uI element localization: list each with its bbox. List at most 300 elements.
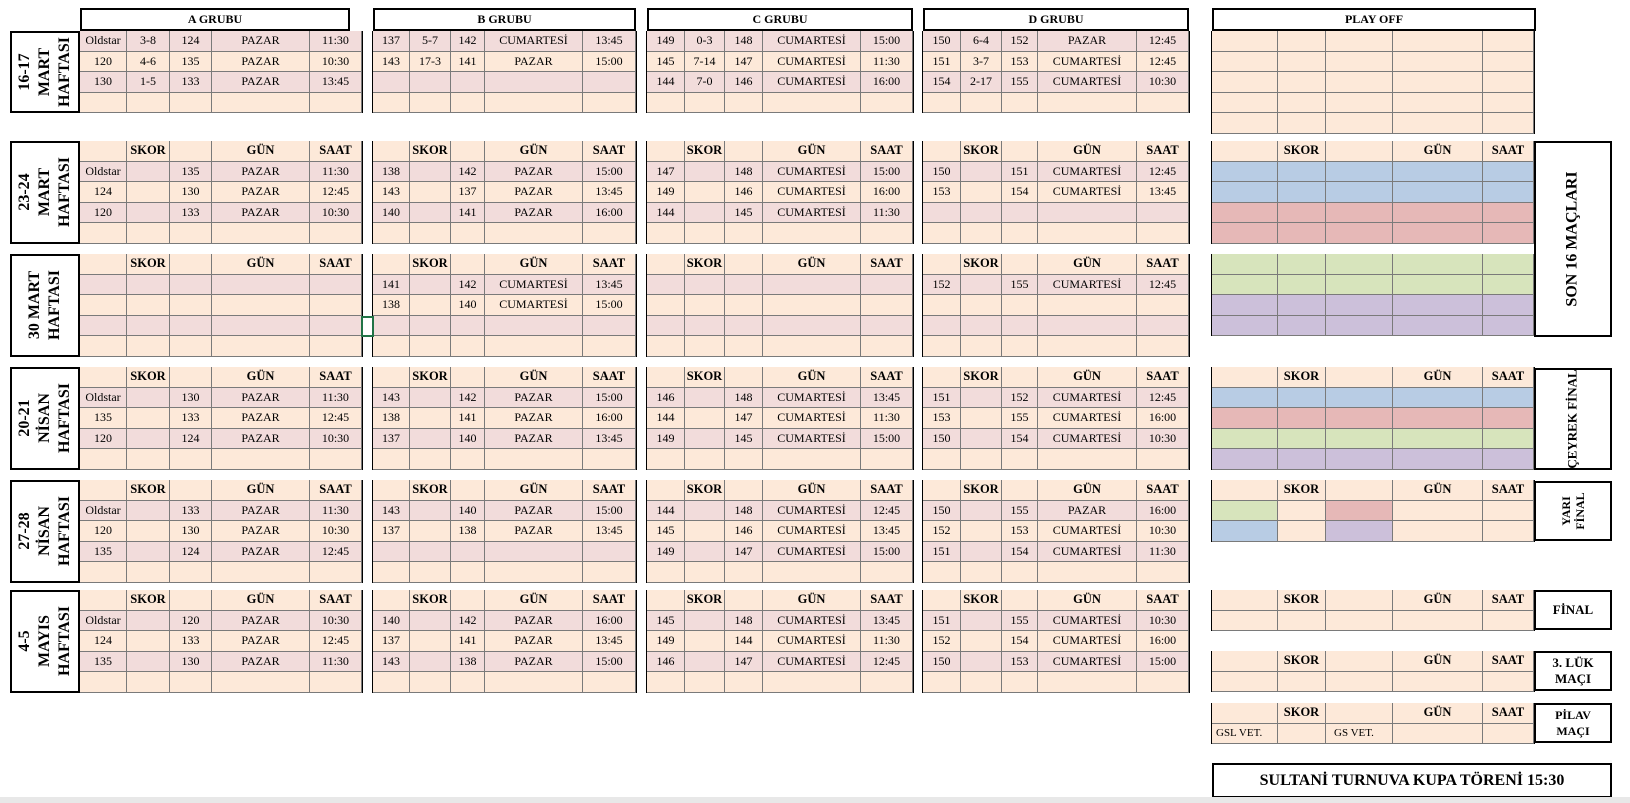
away-team-cell[interactable]: 154 — [1002, 182, 1038, 203]
table-cell[interactable] — [763, 449, 861, 470]
playoff-cell[interactable] — [1212, 480, 1278, 501]
away-team-cell[interactable]: 146 — [725, 182, 763, 203]
time-cell[interactable]: 16:00 — [861, 72, 913, 93]
time-cell[interactable]: 15:00 — [861, 162, 913, 183]
playoff-cell[interactable] — [1483, 93, 1534, 114]
score-cell[interactable] — [685, 408, 725, 429]
playoff-cell[interactable] — [1212, 93, 1278, 114]
time-cell[interactable]: 12:45 — [1137, 162, 1189, 183]
home-team-cell[interactable]: 144 — [647, 72, 685, 93]
playoff-cell[interactable] — [1483, 275, 1534, 296]
table-cell[interactable] — [685, 316, 725, 337]
table-cell[interactable] — [451, 542, 485, 563]
score-cell[interactable]: 2-17 — [961, 72, 1002, 93]
playoff-cell[interactable] — [1483, 203, 1534, 224]
table-cell[interactable] — [80, 295, 127, 316]
time-cell[interactable]: 16:00 — [1137, 501, 1189, 522]
score-cell[interactable]: 4-6 — [127, 52, 170, 73]
day-cell[interactable]: CUMARTESİ — [763, 521, 861, 542]
away-team-cell[interactable]: 153 — [1002, 52, 1038, 73]
home-team-cell[interactable]: 144 — [647, 203, 685, 224]
table-cell[interactable] — [170, 93, 212, 114]
gun-header[interactable]: GÜN — [763, 254, 861, 275]
saat-header[interactable]: SAAT — [1483, 480, 1534, 501]
playoff-cell[interactable] — [1393, 52, 1483, 73]
playoff-cell[interactable] — [1483, 316, 1534, 337]
playoff-cell[interactable] — [1212, 52, 1278, 73]
table-cell[interactable] — [583, 336, 636, 357]
skor-header[interactable]: SKOR — [1278, 141, 1326, 162]
skor-header[interactable]: SKOR — [410, 367, 451, 388]
table-cell[interactable] — [410, 542, 451, 563]
table-cell[interactable] — [80, 449, 127, 470]
table-cell[interactable] — [1137, 449, 1189, 470]
time-cell[interactable]: 13:45 — [861, 521, 913, 542]
day-cell[interactable]: PAZAR — [212, 429, 310, 450]
saat-header[interactable]: SAAT — [310, 480, 362, 501]
day-cell[interactable]: CUMARTESİ — [763, 52, 861, 73]
table-cell[interactable] — [961, 203, 1002, 224]
away-team-cell[interactable]: 130 — [170, 652, 212, 673]
home-team-cell[interactable]: 140 — [373, 203, 410, 224]
playoff-cell[interactable] — [1393, 254, 1483, 275]
home-team-cell[interactable]: 149 — [647, 31, 685, 52]
day-cell[interactable]: CUMARTESİ — [1038, 521, 1137, 542]
playoff-cell[interactable] — [1212, 316, 1278, 337]
table-cell[interactable] — [373, 542, 410, 563]
time-cell[interactable]: 13:45 — [583, 429, 636, 450]
home-team-cell[interactable]: 137 — [373, 521, 410, 542]
day-cell[interactable]: PAZAR — [212, 631, 310, 652]
away-team-cell[interactable]: 155 — [1002, 72, 1038, 93]
saat-header[interactable]: SAAT — [861, 367, 913, 388]
score-cell[interactable] — [410, 182, 451, 203]
day-cell[interactable]: PAZAR — [212, 182, 310, 203]
table-cell[interactable] — [583, 449, 636, 470]
home-team-cell[interactable]: 137 — [373, 31, 410, 52]
score-cell[interactable]: 1-5 — [127, 72, 170, 93]
time-cell[interactable]: 15:00 — [861, 542, 913, 563]
table-cell[interactable] — [451, 93, 485, 114]
score-cell[interactable] — [961, 429, 1002, 450]
table-cell[interactable] — [583, 562, 636, 583]
away-team-cell[interactable]: 133 — [170, 72, 212, 93]
away-team-cell[interactable]: 124 — [170, 429, 212, 450]
day-cell[interactable]: PAZAR — [485, 408, 583, 429]
time-cell[interactable]: 11:30 — [310, 652, 362, 673]
score-cell[interactable]: 6-4 — [961, 31, 1002, 52]
saat-header[interactable]: SAAT — [1137, 141, 1189, 162]
home-team-cell[interactable]: 135 — [80, 652, 127, 673]
table-cell[interactable] — [1137, 203, 1189, 224]
gun-header[interactable]: GÜN — [485, 480, 583, 501]
score-cell[interactable] — [961, 521, 1002, 542]
header-cell[interactable] — [923, 141, 961, 162]
home-team-cell[interactable]: 151 — [923, 388, 961, 409]
away-team-cell[interactable]: 145 — [725, 429, 763, 450]
day-cell[interactable]: PAZAR — [212, 162, 310, 183]
table-cell[interactable] — [1038, 336, 1137, 357]
table-cell[interactable] — [1002, 672, 1038, 693]
table-cell[interactable] — [127, 93, 170, 114]
table-cell[interactable] — [485, 449, 583, 470]
playoff-cell[interactable] — [1278, 449, 1326, 470]
playoff-cell[interactable] — [1212, 703, 1278, 724]
home-team-cell[interactable]: 149 — [647, 542, 685, 563]
day-cell[interactable]: PAZAR — [485, 388, 583, 409]
table-cell[interactable] — [1002, 203, 1038, 224]
playoff-cell[interactable] — [1278, 203, 1326, 224]
away-team-cell[interactable]: 155 — [1002, 611, 1038, 632]
playoff-cell[interactable] — [1393, 295, 1483, 316]
playoff-cell[interactable] — [1212, 651, 1278, 672]
home-team-cell[interactable]: Oldstar — [80, 388, 127, 409]
home-team-cell[interactable]: 120 — [80, 203, 127, 224]
table-cell[interactable] — [583, 72, 636, 93]
away-team-cell[interactable]: 133 — [170, 408, 212, 429]
home-team-cell[interactable]: 152 — [923, 275, 961, 296]
time-cell[interactable]: 16:00 — [1137, 408, 1189, 429]
home-team-cell[interactable]: 120 — [80, 429, 127, 450]
score-cell[interactable] — [685, 162, 725, 183]
table-cell[interactable] — [310, 336, 362, 357]
playoff-cell[interactable] — [1278, 429, 1326, 450]
home-team-cell[interactable]: 151 — [923, 611, 961, 632]
table-cell[interactable] — [685, 295, 725, 316]
skor-header[interactable]: SKOR — [961, 480, 1002, 501]
table-cell[interactable] — [127, 295, 170, 316]
playoff-cell[interactable] — [1393, 162, 1483, 183]
home-team-cell[interactable]: 143 — [373, 501, 410, 522]
skor-header[interactable]: SKOR — [685, 141, 725, 162]
score-cell[interactable] — [961, 162, 1002, 183]
time-cell[interactable]: 13:45 — [1137, 182, 1189, 203]
score-cell[interactable] — [410, 521, 451, 542]
day-cell[interactable]: CUMARTESİ — [485, 295, 583, 316]
table-cell[interactable] — [170, 275, 212, 296]
saat-header[interactable]: SAAT — [583, 590, 636, 611]
score-cell[interactable] — [127, 611, 170, 632]
home-team-cell[interactable]: 145 — [647, 521, 685, 542]
header-cell[interactable] — [451, 480, 485, 501]
playoff-cell[interactable] — [1483, 611, 1534, 632]
playoff-cell[interactable] — [1278, 182, 1326, 203]
table-cell[interactable] — [212, 223, 310, 244]
table-cell[interactable] — [1002, 295, 1038, 316]
score-cell[interactable]: 5-7 — [410, 31, 451, 52]
home-team-cell[interactable]: 145 — [647, 52, 685, 73]
skor-header[interactable]: SKOR — [127, 141, 170, 162]
saat-header[interactable]: SAAT — [1483, 367, 1534, 388]
home-team-cell[interactable]: 149 — [647, 182, 685, 203]
gun-header[interactable]: GÜN — [1393, 141, 1483, 162]
score-cell[interactable] — [127, 162, 170, 183]
time-cell[interactable]: 10:30 — [1137, 521, 1189, 542]
playoff-cell[interactable] — [1393, 31, 1483, 52]
playoff-cell[interactable] — [1278, 52, 1326, 73]
playoff-cell[interactable] — [1326, 113, 1393, 134]
playoff-cell[interactable] — [1483, 521, 1534, 542]
playoff-cell[interactable] — [1278, 275, 1326, 296]
table-cell[interactable] — [451, 72, 485, 93]
gun-header[interactable]: GÜN — [1038, 141, 1137, 162]
away-team-cell[interactable]: 141 — [451, 52, 485, 73]
table-cell[interactable] — [451, 449, 485, 470]
skor-header[interactable]: SKOR — [685, 590, 725, 611]
home-team-cell[interactable]: 150 — [923, 652, 961, 673]
home-team-cell[interactable]: Oldstar — [80, 31, 127, 52]
playoff-cell[interactable] — [1212, 162, 1278, 183]
away-team-cell[interactable]: 120 — [170, 611, 212, 632]
playoff-cell[interactable] — [1212, 72, 1278, 93]
header-cell[interactable] — [1002, 141, 1038, 162]
time-cell[interactable]: 12:45 — [310, 631, 362, 652]
time-cell[interactable]: 16:00 — [861, 182, 913, 203]
gun-header[interactable]: GÜN — [1393, 590, 1483, 611]
away-team-cell[interactable]: 133 — [170, 631, 212, 652]
table-cell[interactable] — [583, 223, 636, 244]
home-team-cell[interactable]: 140 — [373, 611, 410, 632]
saat-header[interactable]: SAAT — [583, 141, 636, 162]
home-team-cell[interactable]: 153 — [923, 182, 961, 203]
gun-header[interactable]: GÜN — [1038, 367, 1137, 388]
day-cell[interactable]: CUMARTESİ — [763, 408, 861, 429]
table-cell[interactable] — [1038, 93, 1137, 114]
away-team-cell[interactable]: 141 — [451, 408, 485, 429]
table-cell[interactable] — [923, 562, 961, 583]
table-cell[interactable] — [725, 449, 763, 470]
away-team-cell[interactable]: 133 — [170, 501, 212, 522]
saat-header[interactable]: SAAT — [1483, 141, 1534, 162]
table-cell[interactable] — [310, 223, 362, 244]
day-cell[interactable]: PAZAR — [212, 521, 310, 542]
day-cell[interactable]: CUMARTESİ — [1038, 631, 1137, 652]
table-cell[interactable] — [485, 72, 583, 93]
gun-header[interactable]: GÜN — [1393, 703, 1483, 724]
time-cell[interactable]: 15:00 — [861, 429, 913, 450]
table-cell[interactable] — [685, 672, 725, 693]
table-cell[interactable] — [212, 275, 310, 296]
playoff-cell[interactable] — [1326, 52, 1393, 73]
playoff-cell[interactable] — [1326, 429, 1393, 450]
playoff-cell[interactable] — [1212, 203, 1278, 224]
table-cell[interactable] — [127, 672, 170, 693]
day-cell[interactable]: CUMARTESİ — [1038, 52, 1137, 73]
score-cell[interactable] — [410, 652, 451, 673]
score-cell[interactable] — [961, 408, 1002, 429]
away-team-cell[interactable]: 154 — [1002, 631, 1038, 652]
playoff-cell[interactable] — [1483, 113, 1534, 134]
table-cell[interactable] — [763, 672, 861, 693]
table-cell[interactable] — [583, 316, 636, 337]
table-cell[interactable] — [373, 672, 410, 693]
away-team-cell[interactable]: 146 — [725, 521, 763, 542]
header-cell[interactable] — [451, 590, 485, 611]
away-team-cell[interactable]: 142 — [451, 162, 485, 183]
table-cell[interactable] — [127, 223, 170, 244]
time-cell[interactable]: 11:30 — [1137, 542, 1189, 563]
away-team-cell[interactable]: 152 — [1002, 388, 1038, 409]
table-cell[interactable] — [1038, 672, 1137, 693]
day-cell[interactable]: CUMARTESİ — [1038, 611, 1137, 632]
skor-header[interactable]: SKOR — [127, 367, 170, 388]
day-cell[interactable]: CUMARTESİ — [485, 275, 583, 296]
score-cell[interactable] — [127, 631, 170, 652]
header-cell[interactable] — [373, 254, 410, 275]
time-cell[interactable]: 15:00 — [583, 162, 636, 183]
playoff-cell[interactable] — [1326, 449, 1393, 470]
time-cell[interactable]: 10:30 — [310, 521, 362, 542]
table-cell[interactable] — [685, 93, 725, 114]
day-cell[interactable]: CUMARTESİ — [763, 388, 861, 409]
skor-header[interactable]: SKOR — [127, 590, 170, 611]
header-cell[interactable] — [170, 141, 212, 162]
time-cell[interactable]: 12:45 — [1137, 275, 1189, 296]
playoff-cell[interactable] — [1483, 182, 1534, 203]
table-cell[interactable] — [310, 449, 362, 470]
gun-header[interactable]: GÜN — [1038, 590, 1137, 611]
header-cell[interactable] — [647, 590, 685, 611]
home-team-cell[interactable]: Oldstar — [80, 162, 127, 183]
table-cell[interactable] — [961, 562, 1002, 583]
header-cell[interactable] — [80, 590, 127, 611]
score-cell[interactable] — [410, 275, 451, 296]
time-cell[interactable]: 12:45 — [310, 408, 362, 429]
day-cell[interactable]: PAZAR — [485, 203, 583, 224]
playoff-cell[interactable] — [1393, 223, 1483, 244]
table-cell[interactable] — [861, 316, 913, 337]
playoff-cell[interactable] — [1326, 501, 1393, 522]
score-cell[interactable] — [961, 652, 1002, 673]
saat-header[interactable]: SAAT — [861, 590, 913, 611]
table-cell[interactable] — [80, 562, 127, 583]
home-team-cell[interactable]: 143 — [373, 652, 410, 673]
gun-header[interactable]: GÜN — [763, 480, 861, 501]
saat-header[interactable]: SAAT — [1137, 254, 1189, 275]
playoff-cell[interactable] — [1326, 521, 1393, 542]
table-cell[interactable] — [923, 316, 961, 337]
home-team-cell[interactable]: 150 — [923, 31, 961, 52]
home-team-cell[interactable]: 152 — [923, 631, 961, 652]
home-team-cell[interactable]: 154 — [923, 72, 961, 93]
score-cell[interactable] — [127, 388, 170, 409]
time-cell[interactable]: 13:45 — [583, 631, 636, 652]
time-cell[interactable]: 15:00 — [583, 388, 636, 409]
table-cell[interactable] — [170, 449, 212, 470]
time-cell[interactable]: 10:30 — [310, 611, 362, 632]
day-cell[interactable]: CUMARTESİ — [763, 631, 861, 652]
day-cell[interactable]: PAZAR — [212, 31, 310, 52]
home-team-cell[interactable]: 135 — [80, 542, 127, 563]
table-cell[interactable] — [212, 295, 310, 316]
table-cell[interactable] — [80, 336, 127, 357]
home-team-cell[interactable]: 130 — [80, 72, 127, 93]
header-cell[interactable] — [80, 367, 127, 388]
playoff-cell[interactable] — [1212, 590, 1278, 611]
home-team-cell[interactable]: 143 — [373, 388, 410, 409]
table-cell[interactable] — [1002, 449, 1038, 470]
score-cell[interactable] — [127, 182, 170, 203]
away-team-cell[interactable]: 138 — [451, 652, 485, 673]
playoff-cell[interactable] — [1393, 672, 1483, 693]
skor-header[interactable]: SKOR — [1278, 590, 1326, 611]
playoff-cell[interactable] — [1483, 223, 1534, 244]
day-cell[interactable]: PAZAR — [485, 631, 583, 652]
table-cell[interactable] — [170, 672, 212, 693]
table-cell[interactable] — [1002, 336, 1038, 357]
away-team-cell[interactable]: 140 — [451, 501, 485, 522]
playoff-cell[interactable] — [1212, 449, 1278, 470]
time-cell[interactable]: 13:45 — [583, 521, 636, 542]
time-cell[interactable]: 11:30 — [310, 162, 362, 183]
day-cell[interactable]: PAZAR — [485, 52, 583, 73]
home-team-cell[interactable]: 152 — [923, 521, 961, 542]
playoff-cell[interactable] — [1483, 408, 1534, 429]
header-cell[interactable] — [451, 141, 485, 162]
skor-header[interactable]: SKOR — [127, 480, 170, 501]
day-cell[interactable]: PAZAR — [212, 611, 310, 632]
playoff-cell[interactable] — [1393, 724, 1483, 745]
table-cell[interactable] — [763, 562, 861, 583]
score-cell[interactable] — [685, 501, 725, 522]
saat-header[interactable]: SAAT — [861, 141, 913, 162]
playoff-cell[interactable] — [1212, 182, 1278, 203]
table-cell[interactable] — [170, 562, 212, 583]
time-cell[interactable]: 11:30 — [861, 52, 913, 73]
away-team-cell[interactable]: 155 — [1002, 501, 1038, 522]
score-cell[interactable] — [685, 611, 725, 632]
playoff-cell[interactable] — [1326, 480, 1393, 501]
home-team-cell[interactable]: 120 — [80, 521, 127, 542]
playoff-cell[interactable] — [1326, 93, 1393, 114]
table-cell[interactable] — [1038, 316, 1137, 337]
table-cell[interactable] — [410, 449, 451, 470]
table-cell[interactable] — [647, 449, 685, 470]
header-cell[interactable] — [725, 254, 763, 275]
table-cell[interactable] — [373, 223, 410, 244]
gun-header[interactable]: GÜN — [1038, 480, 1137, 501]
table-cell[interactable] — [410, 316, 451, 337]
day-cell[interactable]: CUMARTESİ — [763, 203, 861, 224]
table-cell[interactable] — [80, 316, 127, 337]
home-team-cell[interactable]: 138 — [373, 162, 410, 183]
day-cell[interactable]: PAZAR — [212, 72, 310, 93]
table-cell[interactable] — [127, 449, 170, 470]
day-cell[interactable]: CUMARTESİ — [1038, 275, 1137, 296]
table-cell[interactable] — [685, 275, 725, 296]
table-cell[interactable] — [583, 93, 636, 114]
time-cell[interactable]: 13:45 — [310, 72, 362, 93]
table-cell[interactable] — [80, 275, 127, 296]
playoff-cell[interactable] — [1393, 316, 1483, 337]
score-cell[interactable] — [410, 162, 451, 183]
time-cell[interactable]: 16:00 — [1137, 631, 1189, 652]
playoff-cell[interactable] — [1483, 724, 1534, 745]
header-cell[interactable] — [1002, 480, 1038, 501]
table-cell[interactable] — [861, 223, 913, 244]
gun-header[interactable]: GÜN — [763, 141, 861, 162]
home-team-cell[interactable]: 145 — [647, 611, 685, 632]
skor-header[interactable]: SKOR — [410, 480, 451, 501]
playoff-cell[interactable] — [1212, 388, 1278, 409]
table-cell[interactable] — [310, 672, 362, 693]
score-cell[interactable] — [685, 652, 725, 673]
table-cell[interactable] — [127, 336, 170, 357]
day-cell[interactable]: PAZAR — [212, 203, 310, 224]
score-cell[interactable] — [410, 429, 451, 450]
table-cell[interactable] — [923, 672, 961, 693]
score-cell[interactable] — [127, 652, 170, 673]
